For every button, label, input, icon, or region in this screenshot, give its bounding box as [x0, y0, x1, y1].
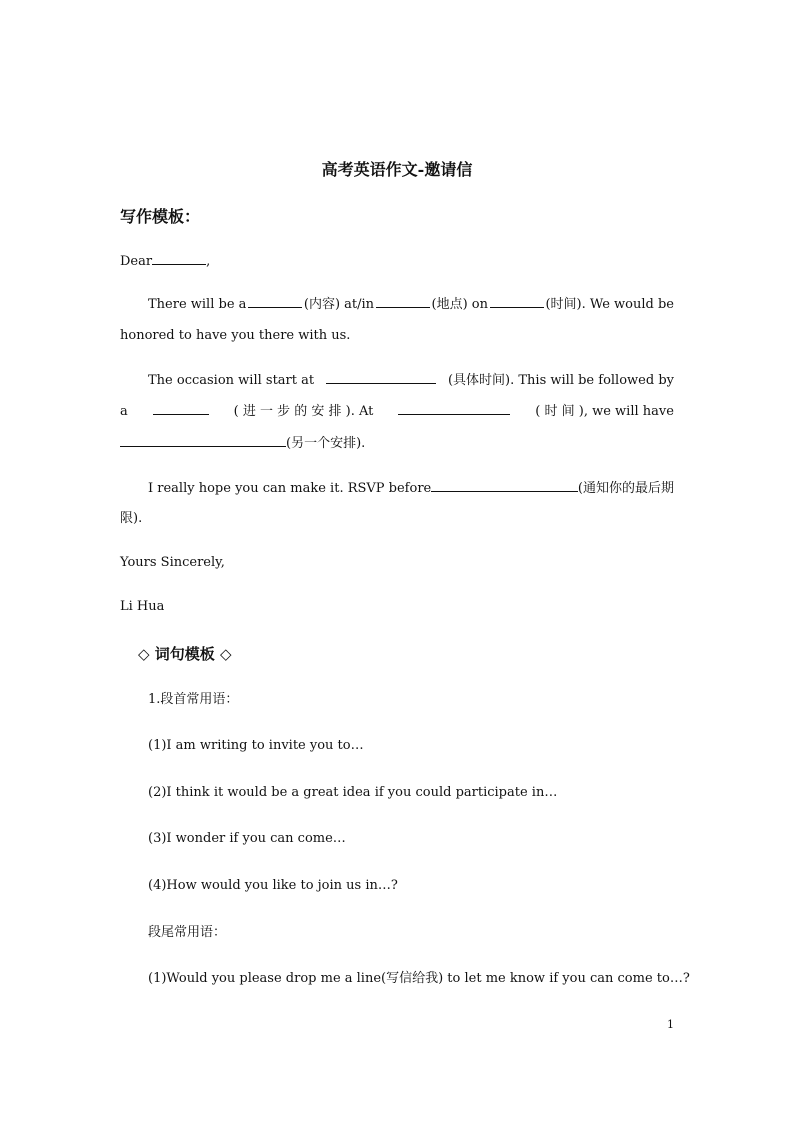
opening-phrases-label: 1.段首常用语：: [148, 692, 239, 707]
opening-phrase-2: (2)I think it would be a great idea if you could participate in…: [148, 785, 558, 800]
paragraph-3-line-2: 限).: [120, 511, 143, 526]
paragraph-2-line-3: (另一个安排).: [120, 433, 365, 454]
closing-phrase-1: (1)Would you please drop me a line(写信给我) to let me know if you can come to…?: [148, 971, 690, 986]
paragraph-3-line-1: I really hope you can make it. RSVP before (通知你的最后期: [148, 478, 674, 499]
arrangement-blank: [153, 401, 209, 415]
signature: Li Hua: [120, 599, 165, 614]
paragraph-1-line-2: honored to have you there with us.: [120, 328, 351, 343]
opening-phrase-3: (3)I wonder if you can come…: [148, 831, 346, 846]
page-number: 1: [667, 1018, 674, 1031]
rsvp-deadline-blank: [431, 478, 578, 492]
opening-phrase-4: (4)How would you like to join us in…?: [148, 878, 398, 893]
content-blank: [248, 294, 302, 308]
paragraph-2-line-1: The occasion will start at (具体时间). This will be followed by: [148, 370, 674, 391]
closing-phrases-label: 段尾常用语：: [148, 925, 227, 940]
salutation: Dear ,: [120, 251, 210, 272]
page-title: 高考英语作文-邀请信: [321, 160, 473, 179]
time-blank: [490, 294, 544, 308]
paragraph-2-line-2: a ( 进 一 步 的 安 排 ). At ( 时 间 ), we will have: [120, 401, 674, 422]
other-arrangement-blank: [120, 433, 286, 447]
name-blank: [152, 251, 206, 265]
start-time-blank: [326, 370, 436, 384]
phrases-heading: ◇ 词句模板 ◇: [138, 645, 232, 663]
template-heading: 写作模板：: [120, 207, 201, 226]
opening-phrase-1: (1)I am writing to invite you to…: [148, 738, 364, 753]
closing: Yours Sincerely,: [120, 555, 225, 570]
place-blank: [376, 294, 430, 308]
second-time-blank: [398, 401, 510, 415]
paragraph-1-line-1: There will be a (内容) at/in (地点) on (时间). We would be: [148, 294, 674, 315]
